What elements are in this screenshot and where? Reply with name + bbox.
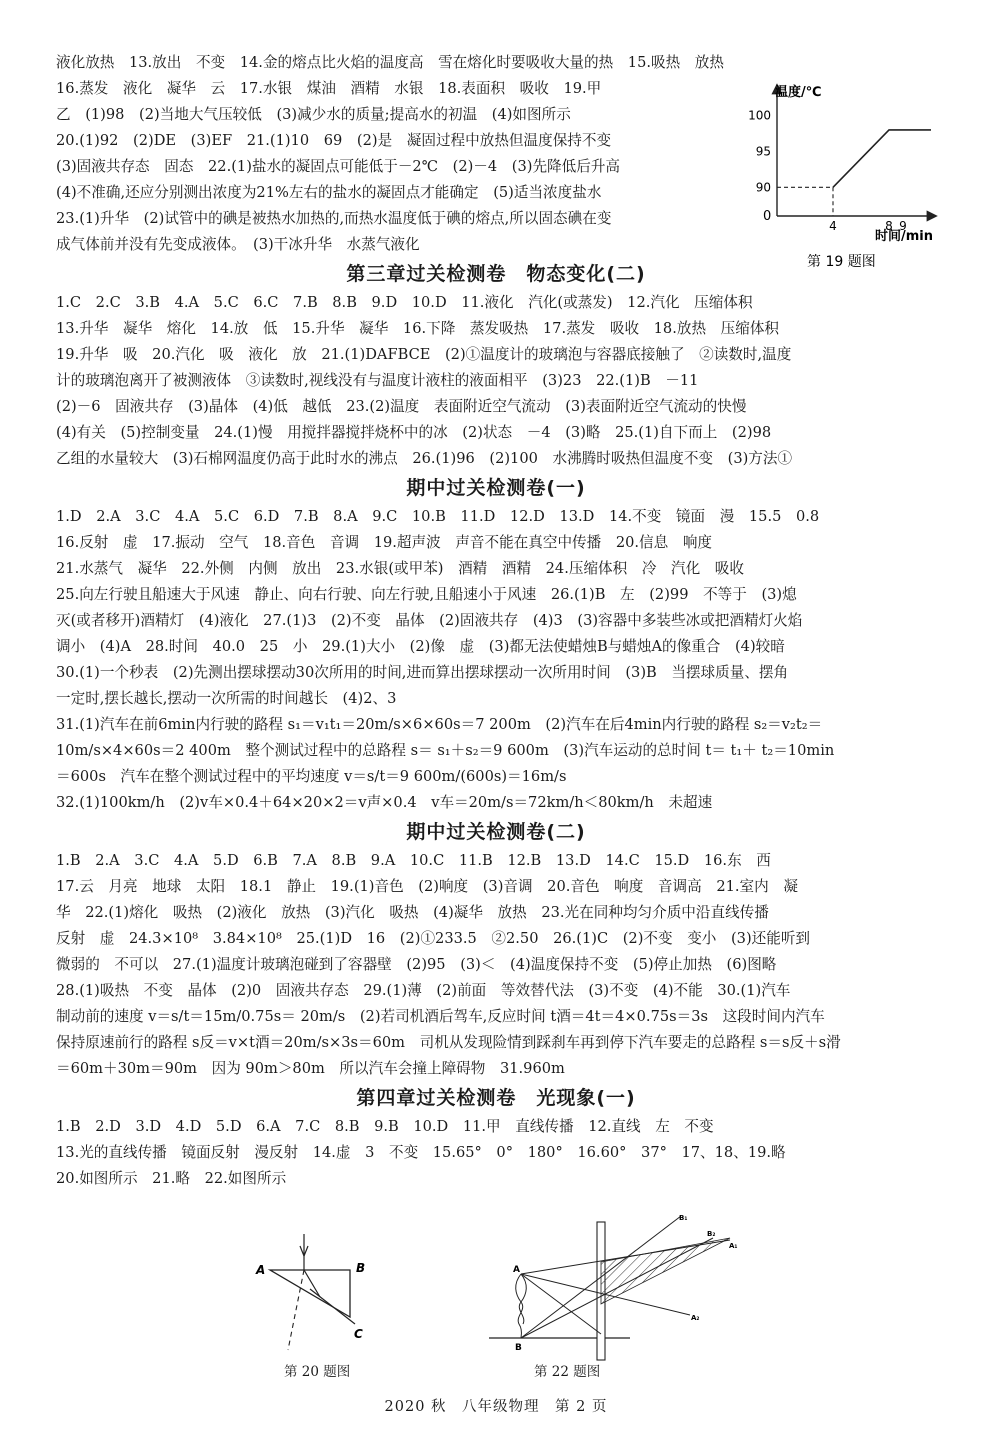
text-line: (4)不准确,还应分别测出浓度为21%左右的盐水的凝固点才能确定 (5)适当浓度盐水 — [56, 184, 602, 201]
y-tick-label: 100 — [748, 108, 771, 123]
text-line: 1.D 2.A 3.C 4.A 5.C 6.D 7.B 8.A 9.C 10.B 11.D 12.D 13.D 14.不变 镜面 漫 15.5 0.8 — [56, 508, 820, 525]
section-title: 第四章过关检测卷 光现象(一) — [356, 1087, 636, 1109]
text-line: 13.升华 凝华 熔化 14.放 低 15.升华 凝华 16.下降 蒸发吸热 17.蒸发 吸收 18.放热 压缩体积 — [56, 320, 780, 337]
text-line: 16.反射 虚 17.振动 空气 18.音色 音调 19.超声波 声音不能在真空中传播 20.信息 响度 — [56, 534, 713, 551]
x-tick-label: 9 — [899, 219, 907, 233]
text-line: 23.(1)升华 (2)试管中的碘是被热水加热的,而热水温度低于碘的熔点,所以固态碘在变 — [56, 210, 612, 227]
text-line: 保持原速前行的路程 s反＝v×t酒＝20m/s×3s＝60m 司机从发现险情到踩刹车再到停下汽车要走的总路程 s＝s反＋s滑 — [56, 1034, 841, 1051]
fig19-chart — [735, 78, 945, 273]
series-line — [833, 130, 931, 187]
section-title: 第三章过关检测卷 物态变化(二) — [346, 263, 646, 285]
text-line: ＝60m＋30m＝90m 因为 90m＞80m 所以汽车会撞上障碍物 31.960m — [56, 1060, 565, 1077]
page-footer: 2020 秋 八年级物理 第 2 页 — [384, 1399, 608, 1415]
ray-a-lower — [521, 1274, 601, 1334]
shadow-region — [601, 1238, 730, 1304]
section-title: 期中过关检测卷(一) — [406, 477, 586, 499]
text-line: 10m/s×4×60s＝2 400m 整个测试过程中的总路程 s＝ s₁＋s₂＝9 600m (3)汽车运动的总时间 t＝ t₁＋ t₂＝10min — [56, 742, 835, 759]
label-a2: A₂ — [691, 1314, 700, 1322]
text-line: 乙组的水量较大 (3)石棉网温度仍高于此时水的沸点 26.(1)96 (2)100 水沸腾时吸热但温度不变 (3)方法① — [56, 450, 793, 467]
section-midterm-1 — [56, 472, 936, 816]
text-line: 28.(1)吸热 不变 晶体 (2)0 固液共存态 29.(1)薄 (2)前面 等效替代法 (3)不变 (4)不能 30.(1)汽车 — [56, 982, 791, 999]
text-line: 20.如图所示 21.略 22.如图所示 — [56, 1170, 287, 1187]
label-a1: A₁ — [729, 1242, 738, 1250]
x-tick-label: 4 — [829, 219, 837, 233]
fig22-diagram — [485, 1212, 745, 1362]
label-b1: B₁ — [679, 1214, 688, 1222]
text-line: 计的玻璃泡离开了被测液体 ③读数时,视线没有与温度计液柱的液面相平 (3)23 22.(1)B －11 — [56, 372, 699, 389]
text-line: 25.向左行驶且船速大于风速 静止、向右行驶、向左行驶,且船速小于风速 26.(1)B 左 (2)99 不等于 (3)熄 — [56, 586, 797, 603]
text-line: 制动前的速度 v＝s/t＝15m/0.75s＝ 20m/s (2)若司机酒后驾车,反应时间 t酒＝4t＝4×0.75s＝3s 这段时间内汽车 — [56, 1008, 825, 1025]
refracted-ray — [304, 1270, 320, 1297]
label-c: C — [354, 1327, 363, 1341]
text-line: 微弱的 不可以 27.(1)温度计玻璃泡碰到了容器壁 (2)95 (3)＜ (4)温度保持不变 (5)停止加热 (6)图略 — [56, 956, 777, 973]
text-line: 1.C 2.C 3.B 4.A 5.C 6.C 7.B 8.B 9.D 10.D 11.液化 汽化(或蒸发) 12.汽化 压缩体积 — [56, 294, 753, 311]
fig20-diagram — [250, 1232, 390, 1352]
text-line: (3)固液共存态 固态 22.(1)盐水的凝固点可能低于－2℃ (2)－4 (3)先降低后升高 — [56, 158, 621, 175]
text-line: ＝600s 汽车在整个测试过程中的平均速度 v＝s/t＝9 600m/(600s)＝16m/s — [56, 768, 567, 785]
text-line: 1.B 2.A 3.C 4.A 5.D 6.B 7.A 8.B 9.A 10.C 11.B 12.B 13.D 14.C 15.D 16.东 西 — [56, 852, 771, 869]
text-line: 21.水蒸气 凝华 22.外侧 内侧 放出 23.水银(或甲苯) 酒精 酒精 24.压缩体积 冷 汽化 吸收 — [56, 560, 744, 577]
section-title: 期中过关检测卷(二) — [406, 821, 586, 843]
ray-b2 — [521, 1238, 713, 1338]
x-axis-label: 时间/min — [875, 229, 934, 244]
fig20-caption: 第 20 题图 — [284, 1364, 351, 1380]
text-line: (2)－6 固液共存 (3)晶体 (4)低 越低 23.(2)温度 表面附近空气流动 (3)表面附近空气流动的快慢 — [56, 398, 747, 415]
text-line: (4)有关 (5)控制变量 24.(1)慢 用搅拌器搅拌烧杯中的冰 (2)状态 －4 (3)略 25.(1)自下而上 (2)98 — [56, 424, 772, 441]
outgoing-ray — [310, 1289, 355, 1324]
label-b2: B₂ — [707, 1230, 716, 1238]
text-line: 调小 (4)A 28.时间 40.0 25 小 29.(1)大小 (2)像 虚 (3)都无法使蜡烛B与蜡烛A的像重合 (4)较暗 — [56, 638, 785, 655]
guide-group — [777, 187, 833, 216]
y-tick-label: 95 — [755, 144, 771, 159]
text-line: 13.光的直线传播 镜面反射 漫反射 14.虚 3 不变 15.65° 0° 180° 16.60° 37° 17、18、19.略 — [56, 1144, 786, 1161]
section-chapter4 — [56, 1082, 936, 1192]
text-line: 1.B 2.D 3.D 4.D 5.D 6.A 7.C 8.B 9.B 10.D 11.甲 直线传播 12.直线 左 不变 — [56, 1118, 714, 1135]
x-tick-label: 8 — [885, 219, 893, 233]
text-line: 30.(1)一个秒表 (2)先测出摆球摆动30次所用的时间,进而算出摆球摆动一次所用时间 (3)B 当摆球质量、摆角 — [56, 664, 789, 681]
candle-flame-icon — [519, 1274, 526, 1324]
text-line: 20.(1)92 (2)DE (3)EF 21.(1)10 69 (2)是 凝固过程中放热但温度保持不变 — [56, 132, 612, 149]
origin-label: 0 — [763, 209, 772, 224]
section-midterm-2 — [56, 816, 936, 1082]
y-tick-label: 90 — [755, 180, 771, 195]
text-line: 17.云 月亮 地球 太阳 18.1 静止 19.(1)音色 (2)响度 (3)音调 20.音色 响度 音调高 21.室内 凝 — [56, 878, 798, 895]
fig19-caption: 第 19 题图 — [807, 254, 876, 270]
prism-triangle — [270, 1270, 350, 1317]
label-a: A — [256, 1263, 266, 1277]
text-line: 乙 (1)98 (2)当地大气压较低 (3)减少水的质量;提高水的初温 (4)如图所示 — [56, 106, 571, 123]
label-a: A — [513, 1265, 520, 1275]
text-line: 32.(1)100km/h (2)v车×0.4＋64×20×2＝v声×0.4 v车＝20m/s＝72km/h＜80km/h 未超速 — [56, 794, 713, 811]
tick-group — [748, 109, 907, 233]
text-line: 反射 虚 24.3×10⁸ 3.84×10⁸ 25.(1)D 16 (2)①233.5 ②2.50 26.(1)C (2)不变 变小 (3)还能听到 — [56, 930, 811, 947]
text-line: 灭(或者移开)酒精灯 (4)液化 27.(1)3 (2)不变 晶体 (2)固液共存 (4)3 (3)容器中多装些冰或把酒精灯火焰 — [56, 612, 803, 629]
label-b: B — [515, 1343, 522, 1353]
fig22-caption: 第 22 题图 — [534, 1364, 601, 1380]
text-line: 一定时,摆长越长,摆动一次所需的时间越长 (4)2、3 — [56, 690, 397, 707]
text-line: 液化放热 13.放出 不变 14.金的熔点比火焰的温度高 雪在熔化时要吸收大量的热 15.吸热 放热 — [56, 54, 724, 71]
label-b: B — [356, 1261, 366, 1275]
text-line: 16.蒸发 液化 凝华 云 17.水银 煤油 酒精 水银 18.表面积 吸收 19.甲 — [56, 80, 602, 97]
text-line: 19.升华 吸 20.汽化 吸 液化 放 21.(1)DAFBCE (2)①温度计的玻璃泡与容器底接触了 ②读数时,温度 — [56, 346, 792, 363]
text-line: 31.(1)汽车在前6min内行驶的路程 s₁＝v₁t₁＝20m/s×6×60s＝7 200m (2)汽车在后4min内行驶的路程 s₂＝v₂t₂＝ — [56, 716, 823, 733]
text-line: 成气体前并没有先变成液体。 (3)干冰升华 水蒸气液化 — [56, 236, 420, 253]
section-chapter3 — [56, 258, 936, 472]
y-axis-label: 温度/℃ — [775, 85, 822, 100]
text-line: 华 22.(1)熔化 吸热 (2)液化 放热 (3)汽化 吸热 (4)凝华 放热 23.光在同种均匀介质中沿直线传播 — [56, 904, 769, 921]
